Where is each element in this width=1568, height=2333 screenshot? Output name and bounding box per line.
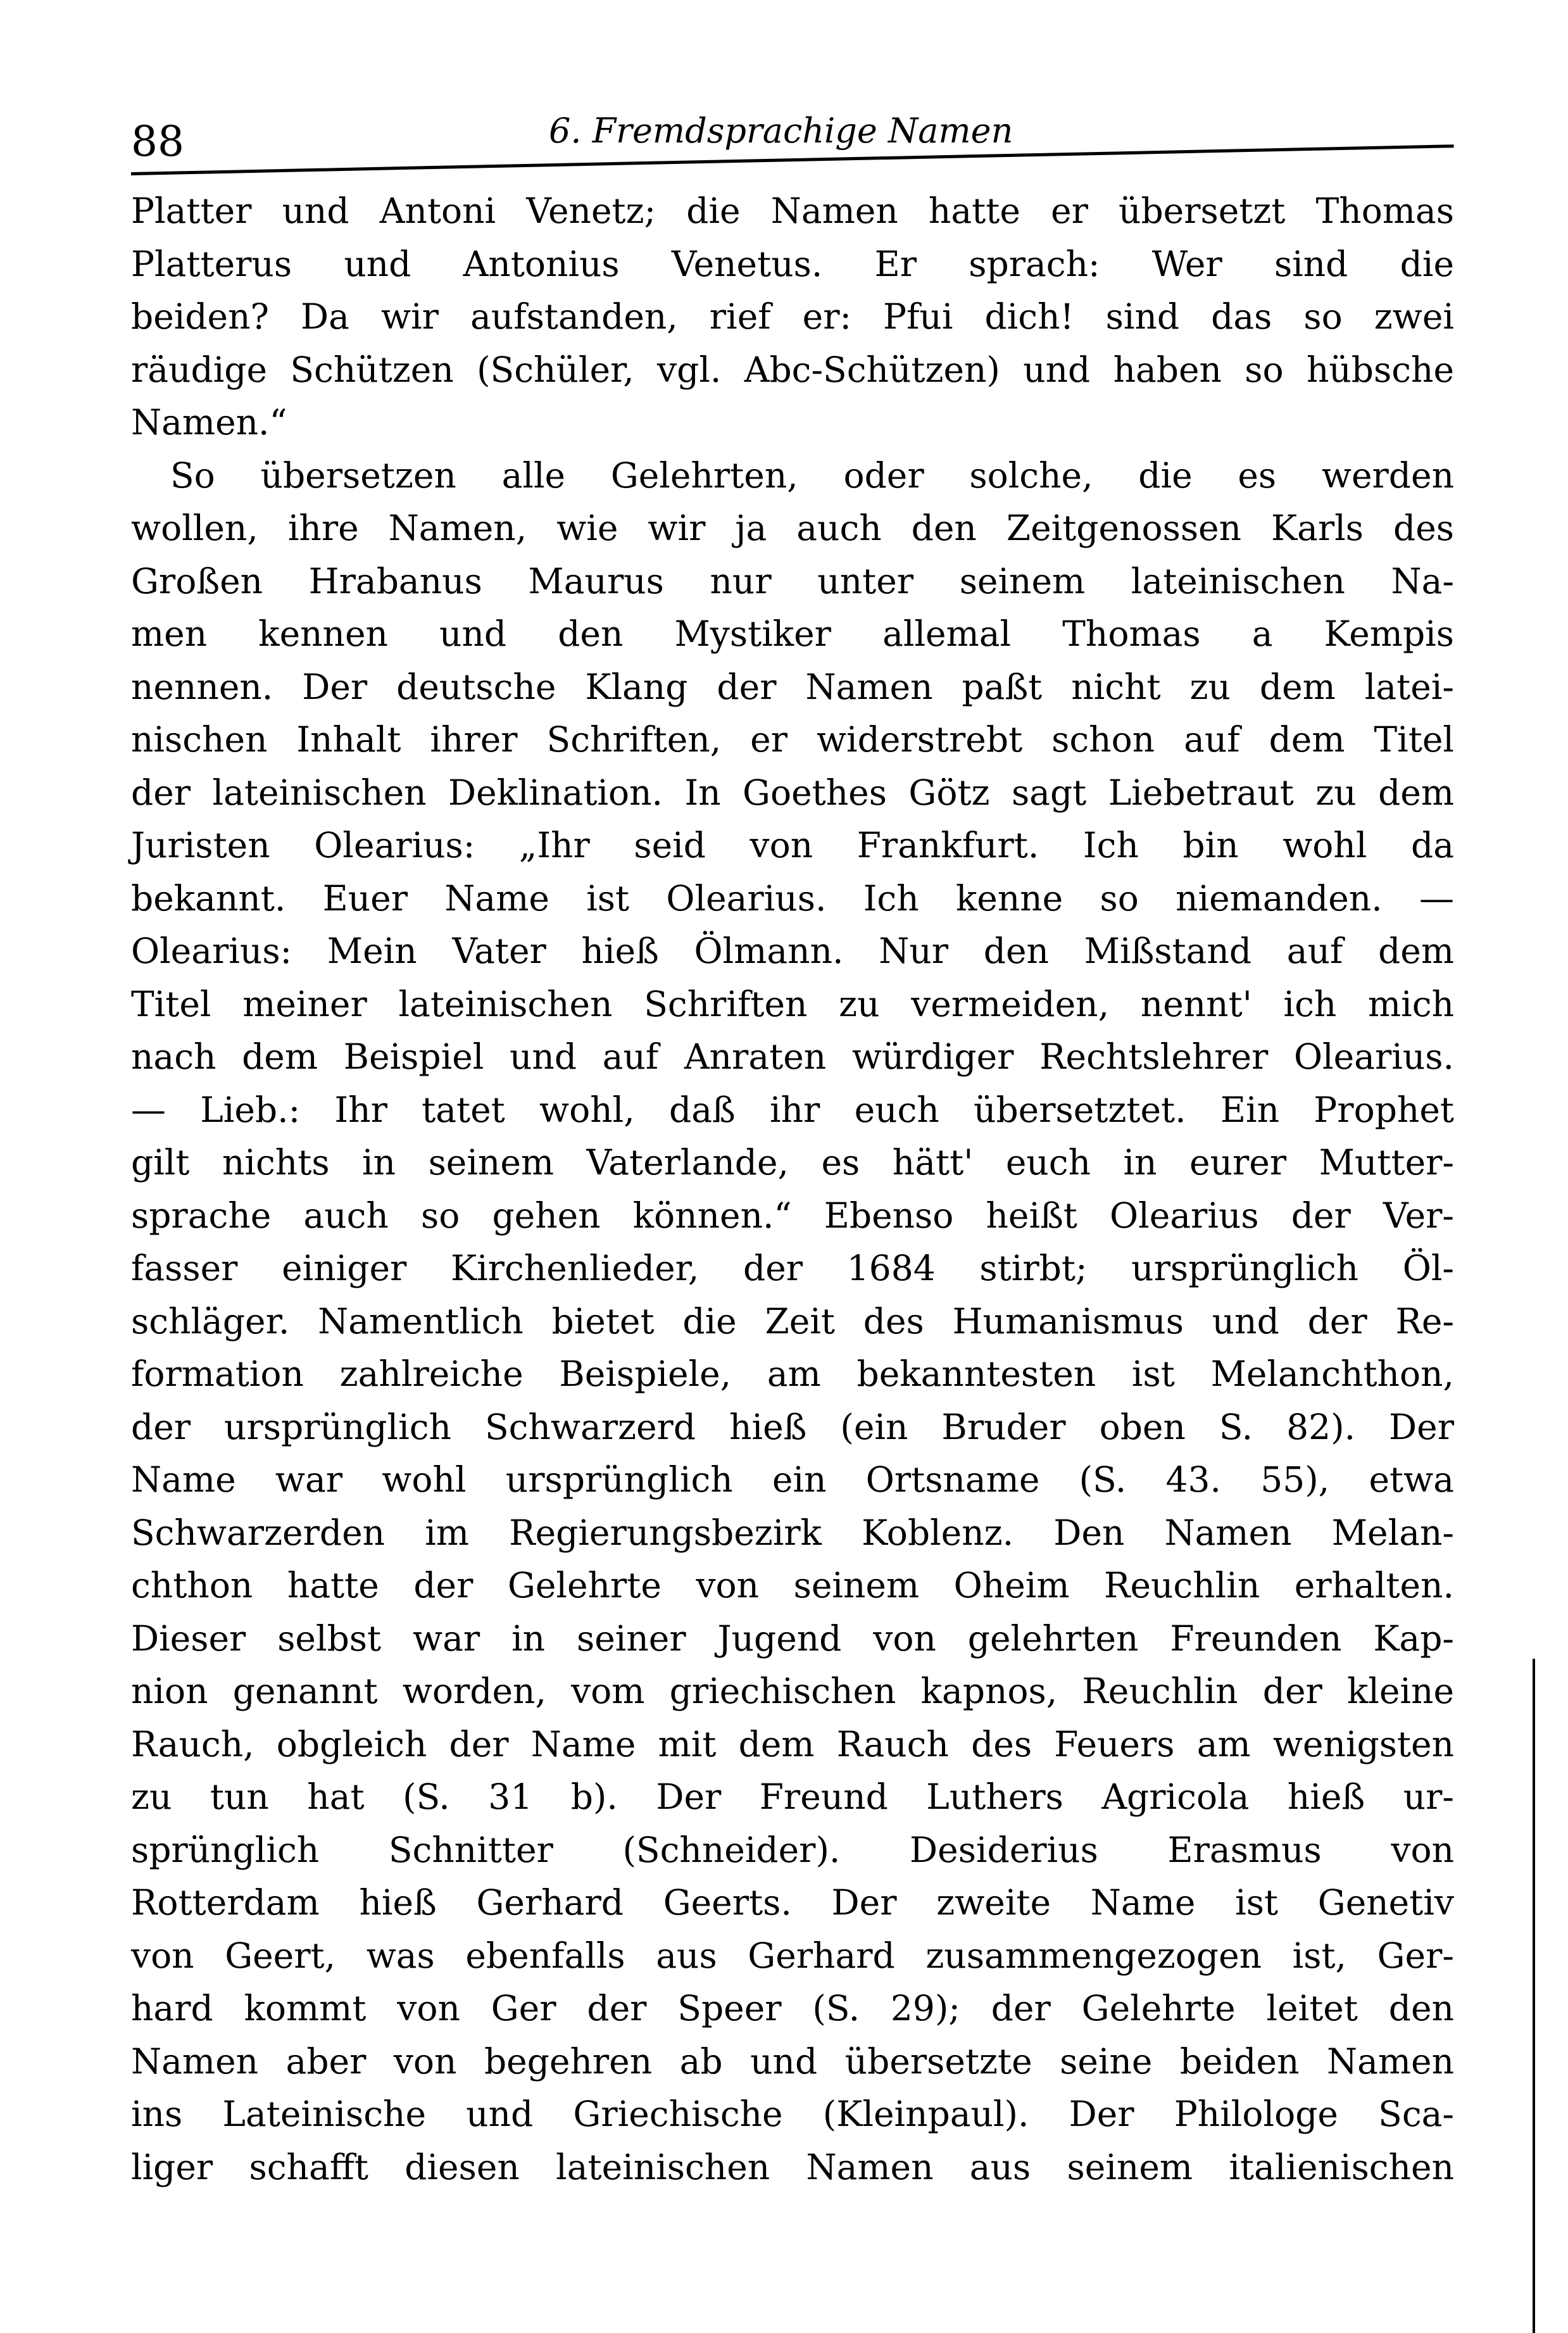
text-line: fasser einiger Kirchenlieder, der 1684 stirbt; ursprünglich Öl- bbox=[131, 1248, 1454, 1288]
text-line: wollen, ihre Namen, wie wir ja auch den Zeitgenossen Karls des bbox=[131, 508, 1454, 548]
text-line: nion genannt worden, vom griechischen kapnos, Reuchlin der kleine bbox=[131, 1671, 1454, 1711]
text-line: Namen.“ bbox=[131, 402, 287, 443]
text-line: So übersetzen alle Gelehrten, oder solche, die es werden bbox=[170, 455, 1454, 496]
text-line: räudige Schützen (Schüler, vgl. Abc-Schützen) und haben so hübsche bbox=[131, 349, 1454, 390]
text-line: gilt nichts in seinem Vaterlande, es hätt' euch in eurer Mutter- bbox=[131, 1142, 1454, 1183]
page-body-text bbox=[131, 185, 1454, 2194]
text-line: Großen Hrabanus Maurus nur unter seinem lateinischen Na- bbox=[131, 560, 1454, 601]
text-line: Rotterdam hieß Gerhard Geerts. Der zweite Name ist Genetiv bbox=[131, 1882, 1454, 1923]
text-line: men kennen und den Mystiker allemal Thomas a Kempis bbox=[131, 613, 1454, 654]
text-line: zu tun hat (S. 31 b). Der Freund Luthers Agricola hieß ur- bbox=[131, 1776, 1454, 1817]
text-line: formation zahlreiche Beispiele, am bekanntesten ist Melanchthon, bbox=[131, 1354, 1454, 1394]
text-line: hard kommt von Ger der Speer (S. 29); der Gelehrte leitet den bbox=[131, 1988, 1454, 2028]
text-line: nischen Inhalt ihrer Schriften, er widerstrebt schon auf dem Titel bbox=[131, 719, 1454, 760]
text-line: nennen. Der deutsche Klang der Namen paßt nicht zu dem latei- bbox=[131, 666, 1454, 707]
text-line: Name war wohl ursprünglich ein Ortsname (S. 43. 55), etwa bbox=[131, 1459, 1454, 1500]
text-line: beiden? Da wir aufstanden, rief er: Pfui dich! sind das so zwei bbox=[131, 296, 1454, 337]
scan-margin-line bbox=[1533, 1659, 1535, 2333]
text-line: chthon hatte der Gelehrte von seinem Oheim Reuchlin erhalten. bbox=[131, 1565, 1454, 1606]
text-line: liger schafft diesen lateinischen Namen aus seinem italienischen bbox=[131, 2146, 1454, 2187]
page-number: 88 bbox=[131, 117, 184, 166]
text-line: nach dem Beispiel und auf Anraten würdiger Rechtslehrer Olearius. bbox=[131, 1036, 1454, 1077]
text-line: — Lieb.: Ihr tatet wohl, daß ihr euch übersetztet. Ein Prophet bbox=[131, 1089, 1454, 1130]
running-title: 6. Fremdsprachige Namen bbox=[549, 111, 1013, 151]
text-line: Dieser selbst war in seiner Jugend von gelehrten Freunden Kap- bbox=[131, 1618, 1454, 1659]
text-line: Rauch, obgleich der Name mit dem Rauch des Feuers am wenigsten bbox=[131, 1723, 1454, 1764]
text-line: Juristen Olearius: „Ihr seid von Frankfurt. Ich bin wohl da bbox=[131, 825, 1454, 865]
text-line: Namen aber von begehren ab und übersetzte seine beiden Namen bbox=[131, 2041, 1454, 2082]
text-line: der ursprünglich Schwarzerd hieß (ein Bruder oben S. 82). Der bbox=[131, 1406, 1454, 1447]
text-line: Olearius: Mein Vater hieß Ölmann. Nur den Mißstand auf dem bbox=[131, 931, 1454, 971]
text-line: Platterus und Antonius Venetus. Er sprach: Wer sind die bbox=[131, 243, 1454, 284]
text-line: Schwarzerden im Regierungsbezirk Koblenz. Den Namen Melan- bbox=[131, 1512, 1454, 1553]
text-line: von Geert, was ebenfalls aus Gerhard zusammengezogen ist, Ger- bbox=[131, 1935, 1454, 1976]
text-line: schläger. Namentlich bietet die Zeit des Humanismus und der Re- bbox=[131, 1300, 1454, 1342]
text-line: bekannt. Euer Name ist Olearius. Ich kenne so niemanden. — bbox=[131, 877, 1454, 919]
text-line: sprache auch so gehen können.“ Ebenso heißt Olearius der Ver- bbox=[131, 1195, 1454, 1236]
text-line: der lateinischen Deklination. In Goethes Götz sagt Liebetraut zu dem bbox=[131, 772, 1454, 813]
text-line: Titel meiner lateinischen Schriften zu vermeiden, nennt' ich mich bbox=[131, 983, 1454, 1024]
text-line: ins Lateinische und Griechische (Kleinpaul). Der Philologe Sca- bbox=[131, 2094, 1454, 2134]
text-line: sprünglich Schnitter (Schneider). Desiderius Erasmus von bbox=[131, 1829, 1454, 1870]
text-line: Platter und Antoni Venetz; die Namen hatte er übersetzt Thomas bbox=[131, 191, 1454, 231]
